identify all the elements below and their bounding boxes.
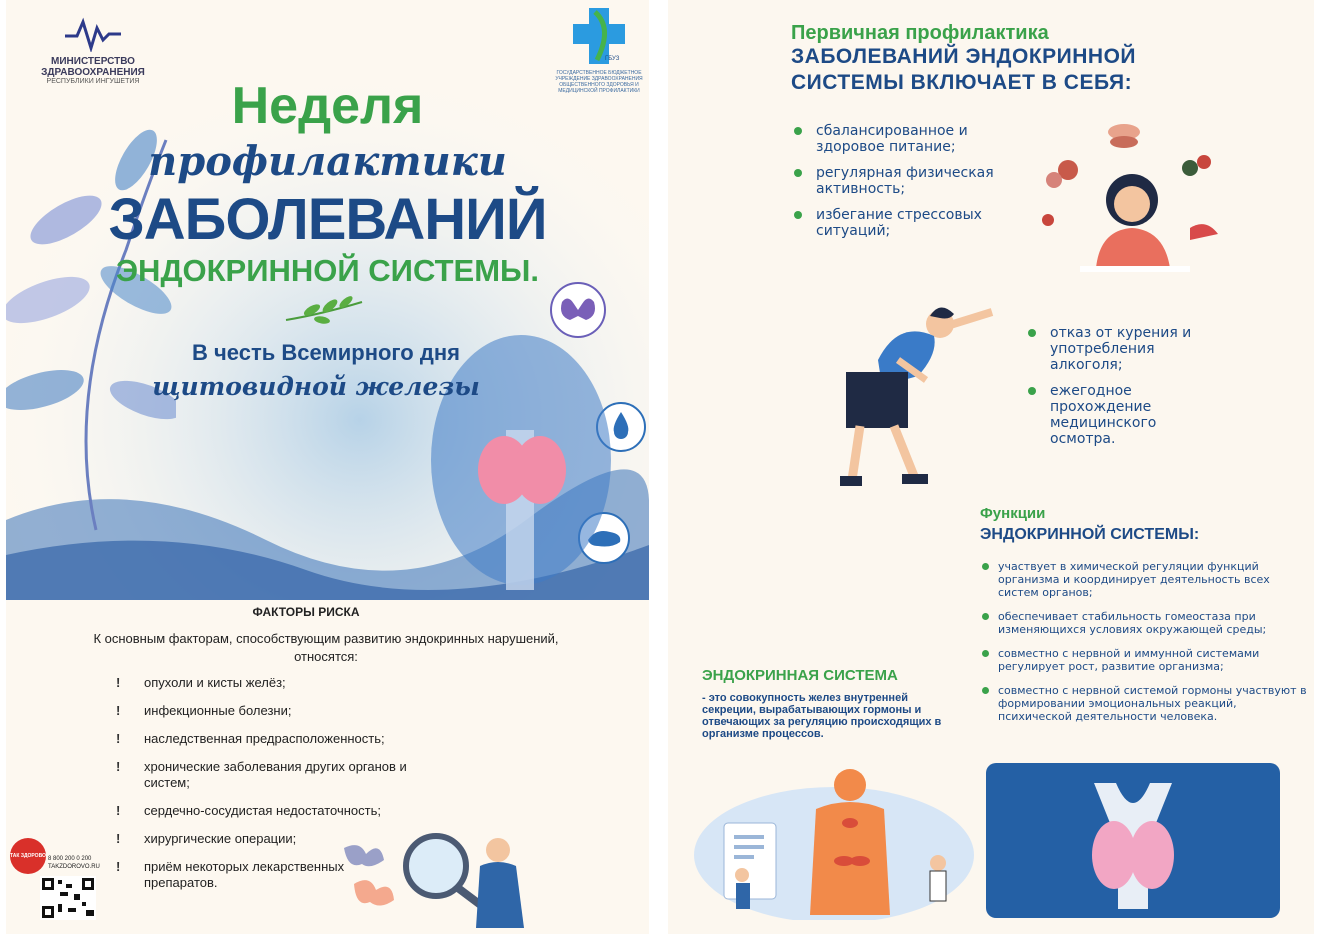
ministry-logo bbox=[28, 16, 158, 85]
thyroid-image-box bbox=[986, 763, 1280, 918]
list-item bbox=[116, 703, 476, 719]
medical-cross-logo-icon bbox=[569, 8, 629, 66]
function-item-text: участвует в химической регуляции функций организма и координирует деятельность всех систем органов; bbox=[998, 560, 1270, 599]
prevention-heading-line2 bbox=[791, 44, 1136, 96]
prevention-item-text: регулярная физическая активность; bbox=[816, 165, 994, 197]
pulse-logo-icon bbox=[63, 16, 123, 52]
prevention-item-text: сбалансированное и здоровое питание; bbox=[816, 123, 968, 155]
left-poster bbox=[6, 0, 649, 934]
center-logo-caption: ГОСУДАРСТВЕННОЕ БЮДЖЕТНОЕ УЧРЕЖДЕНИЕ ЗДРАВООХРАНЕНИЯ ОБЩЕСТВЕННОГО ЗДОРОВЬЯ И МЕДИЦИНСКОЙ ПРОФИЛАКТИКИ bbox=[555, 70, 643, 94]
ministry-name-line1: МИНИСТЕРСТВО bbox=[51, 56, 135, 67]
list-item bbox=[116, 731, 476, 747]
thyroid-illustration bbox=[986, 763, 1280, 918]
endocrine-system-heading: ЭНДОКРИННАЯ СИСТЕМА bbox=[702, 667, 898, 684]
hotline-phone: 8 800 200 0 200 bbox=[48, 856, 92, 862]
prevention-heading-line1: Первичная профилактика bbox=[791, 22, 1049, 44]
list-item bbox=[792, 165, 1046, 197]
bullet-dot-icon bbox=[794, 169, 802, 177]
hotline-site[interactable]: TAKZDOROVO.RU bbox=[48, 864, 100, 870]
hotline-logo: ТАК ЗДОРОВО bbox=[10, 838, 46, 874]
right-poster bbox=[668, 0, 1314, 934]
prevention-item-text: избегание стрессовых ситуаций; bbox=[816, 207, 982, 239]
endocrine-system-definition: - это совокупность желез внутренней секреции, вырабатывающих гормоны и отвечающих за регуляцию происходящих в организме процессов. bbox=[702, 692, 942, 740]
title-line-2: профилактики bbox=[148, 138, 507, 185]
function-item-text: совместно с нервной и иммунной системами регулирует рост, развитие организма; bbox=[998, 647, 1260, 673]
exclamation-icon: ! bbox=[116, 859, 121, 874]
woman-healthy-food-illustration bbox=[1040, 118, 1230, 278]
man-stretching-illustration bbox=[838, 290, 998, 490]
bullet-dot-icon bbox=[982, 563, 989, 570]
prevention-item-text: ежегодное прохождение медицинского осмотра. bbox=[1050, 383, 1157, 447]
functions-heading-line1: Функции bbox=[980, 505, 1046, 522]
list-item bbox=[792, 207, 1046, 239]
neck-thyroid-illustration bbox=[426, 330, 616, 590]
subtitle-line-1: В честь Всемирного дня bbox=[192, 340, 460, 365]
list-item bbox=[1026, 383, 1200, 447]
list-item bbox=[1026, 325, 1220, 373]
prevention-list-bottom bbox=[1026, 325, 1226, 457]
bullet-dot-icon bbox=[794, 211, 802, 219]
list-item bbox=[116, 803, 476, 819]
functions-list bbox=[980, 560, 1310, 734]
list-item bbox=[980, 684, 1310, 723]
risk-factor-text: приём некоторых лекарственных препаратов. bbox=[144, 859, 345, 890]
prevention-heading-line3-text: СИСТЕМЫ ВКЛЮЧАЕТ В СЕБЯ: bbox=[791, 71, 1133, 94]
exclamation-icon: ! bbox=[116, 803, 121, 818]
ministry-name-line3: РЕСПУБЛИКИ ИНГУШЕТИЯ bbox=[46, 78, 140, 85]
center-logo-abbr: ГБУЗ bbox=[605, 56, 620, 62]
risk-factors-intro: К основным факторам, способствующим развитию эндокринных нарушений, относятся: bbox=[93, 631, 559, 664]
risk-factor-text: опухоли и кисты желёз; bbox=[144, 675, 286, 690]
bullet-dot-icon bbox=[794, 127, 802, 135]
exclamation-icon: ! bbox=[116, 703, 121, 718]
bullet-dot-icon bbox=[982, 613, 989, 620]
exclamation-icon: ! bbox=[116, 675, 121, 690]
function-item-text: совместно с нервной системой гормоны участвуют в формировании эмоциональных реакций, психической деятельности человека. bbox=[998, 684, 1307, 723]
bullet-dot-icon bbox=[1028, 387, 1036, 395]
functions-heading-line2: ЭНДОКРИННОЙ СИСТЕМЫ: bbox=[980, 526, 1200, 543]
function-item-text: обеспечивает стабильность гомеостаза при изменяющихся условиях окружающей среды; bbox=[998, 610, 1267, 636]
title-line-4: ЭНДОКРИННОЙ СИСТЕМЫ. bbox=[116, 253, 539, 288]
risk-factor-text: хронические заболевания других органов и систем; bbox=[144, 759, 407, 790]
bullet-dot-icon bbox=[982, 650, 989, 657]
list-item bbox=[980, 560, 1310, 599]
subtitle-line-2: щитовидной железы bbox=[152, 372, 480, 401]
doctor-magnifier-illustration bbox=[340, 830, 540, 930]
risk-factor-text: сердечно-сосудистая недостаточность; bbox=[144, 803, 382, 818]
title-line-3: ЗАБОЛЕВАНИЙ bbox=[108, 187, 547, 252]
list-item bbox=[792, 123, 1036, 155]
exclamation-icon: ! bbox=[116, 831, 121, 846]
bullet-dot-icon bbox=[1028, 329, 1036, 337]
list-item bbox=[980, 610, 1310, 636]
prevention-list-top bbox=[792, 123, 1052, 249]
risk-factor-text: наследственная предрасположенность; bbox=[144, 731, 385, 746]
list-item bbox=[980, 647, 1310, 673]
exclamation-icon: ! bbox=[116, 731, 121, 746]
list-item bbox=[116, 859, 354, 891]
list-item bbox=[116, 675, 476, 691]
exclamation-icon: ! bbox=[116, 759, 121, 774]
human-body-endocrine-illustration bbox=[684, 765, 974, 920]
ministry-name-line2: ЗДРАВООХРАНЕНИЯ bbox=[41, 67, 145, 78]
leaf-sprig-icon bbox=[282, 296, 366, 326]
prevention-item-text: отказ от курения и употребления алкоголя; bbox=[1050, 325, 1192, 373]
risk-factors-heading: ФАКТОРЫ РИСКА bbox=[252, 605, 360, 619]
list-item bbox=[116, 759, 454, 791]
risk-factor-text: инфекционные болезни; bbox=[144, 703, 292, 718]
risk-factor-text: хирургические операции; bbox=[144, 831, 297, 846]
bullet-dot-icon bbox=[982, 687, 989, 694]
prevention-heading-line2-text: ЗАБОЛЕВАНИЙ ЭНДОКРИННОЙ bbox=[791, 45, 1137, 68]
qr-code[interactable] bbox=[40, 876, 96, 920]
title-line-1: Неделя bbox=[231, 77, 424, 135]
